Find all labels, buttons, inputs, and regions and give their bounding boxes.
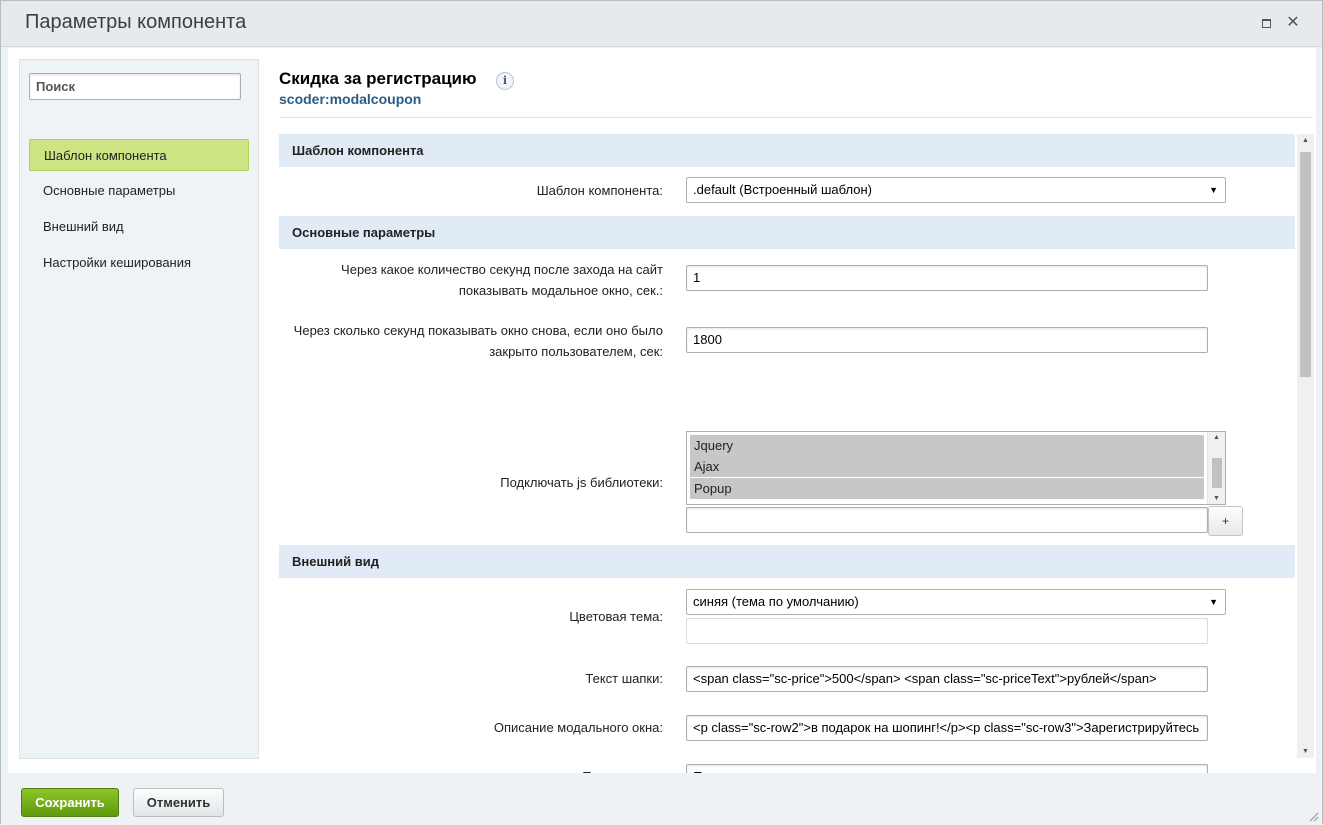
color-theme-label: Цветовая тема: (569, 609, 663, 624)
js-libraries-listbox[interactable] (686, 431, 1226, 505)
listbox-scroll-thumb[interactable] (1212, 458, 1222, 488)
repeat-label-line2: закрыто пользователем, сек: (489, 344, 663, 359)
sidebar-item-appearance[interactable]: Внешний вид (43, 219, 124, 234)
listbox-scrollbar[interactable] (1207, 432, 1225, 504)
close-icon[interactable]: ✕ (1286, 14, 1300, 31)
dialog-titlebar[interactable] (1, 1, 1322, 47)
js-option-jquery[interactable]: Jquery (690, 435, 1204, 456)
main-panel (279, 48, 1313, 773)
section-header-template: Шаблон компонента (279, 134, 1295, 167)
delay-label-line2: показывать модальное окно, сек.: (458, 283, 663, 298)
info-icon[interactable]: i (496, 72, 514, 90)
modal-description-input[interactable]: <p class="sc-row2">в подарок на шопинг!</p><p class="sc-row3">Зарегистрируйтесь (686, 715, 1208, 741)
color-theme-value: синяя (тема по умолчанию) (693, 594, 859, 609)
dropdown-arrow-icon: ▼ (1209, 185, 1218, 195)
js-option-popup[interactable]: Popup (690, 478, 1204, 499)
section-header-appearance: Внешний вид (279, 545, 1295, 578)
scroll-down-icon[interactable]: ▼ (1302, 748, 1309, 755)
js-libraries-label: Подключать js библиотеки: (500, 475, 663, 490)
scroll-up-icon[interactable]: ▲ (1213, 434, 1220, 441)
header-text-label: Текст шапки: (585, 671, 663, 686)
color-theme-select[interactable] (686, 589, 1226, 615)
dialog-content (8, 48, 1316, 773)
header-text-input[interactable]: <span class="sc-price">500</span> <span class="sc-priceText">рублей</span> (686, 666, 1208, 692)
scroll-down-icon[interactable]: ▼ (1213, 495, 1220, 502)
template-select-value: .default (Встроенный шаблон) (693, 182, 872, 197)
delay-seconds-input[interactable]: 1 (686, 265, 1208, 291)
dialog-title: Параметры компонента (25, 11, 247, 33)
color-theme-extra-input[interactable] (686, 618, 1208, 644)
sidebar-item-template[interactable]: Шаблон компонента (29, 139, 249, 171)
section-header-main: Основные параметры (279, 216, 1295, 249)
template-select[interactable] (686, 177, 1226, 203)
header-divider (279, 117, 1313, 118)
js-option-ajax[interactable]: Ajax (690, 456, 1204, 477)
dropdown-arrow-icon: ▼ (1209, 597, 1218, 607)
component-title: Скидка за регистрацию (279, 69, 477, 88)
form-scroll-thumb[interactable] (1300, 152, 1311, 377)
sidebar (19, 59, 259, 759)
search-input[interactable] (29, 73, 241, 100)
component-code: scoder:modalcoupon (279, 91, 422, 107)
sidebar-nav (29, 139, 249, 283)
scroll-up-icon[interactable]: ▲ (1302, 137, 1309, 144)
save-button[interactable]: Сохранить (21, 788, 119, 817)
modal-description-label: Описание модального окна: (493, 720, 663, 735)
delay-label-line1: Через какое количество секунд после захода на сайт (341, 262, 663, 277)
dialog-footer (1, 773, 1322, 825)
form-scrollbar[interactable] (1297, 134, 1314, 758)
repeat-label-line1: Через сколько секунд показывать окно снова, если оно было (293, 323, 663, 338)
settings-form (279, 134, 1297, 759)
js-libraries-extra-input[interactable] (686, 507, 1208, 533)
add-value-button[interactable]: + (1208, 506, 1243, 536)
template-label: Шаблон компонента: (536, 183, 663, 198)
sidebar-item-cache-settings[interactable]: Настройки кеширования (43, 255, 192, 270)
cancel-button[interactable]: Отменить (133, 788, 224, 817)
repeat-seconds-input[interactable]: 1800 (686, 327, 1208, 353)
resize-grip-icon[interactable] (1307, 810, 1319, 822)
maximize-icon[interactable] (1258, 15, 1274, 31)
sidebar-item-main-params[interactable]: Основные параметры (43, 183, 176, 198)
